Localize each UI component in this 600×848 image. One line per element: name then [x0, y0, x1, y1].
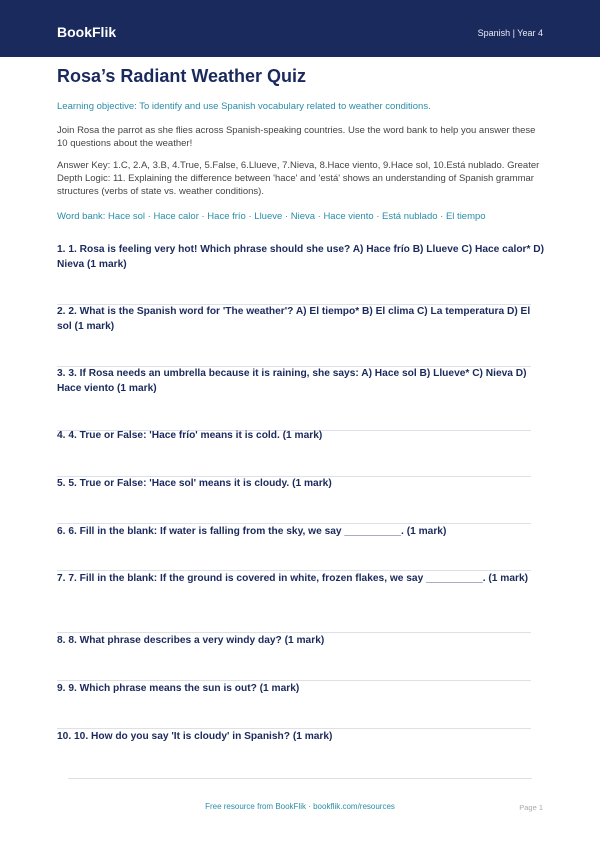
answer-key: Answer Key: 1.C, 2.A, 3.B, 4.True, 5.False, 6.Llueve, 7.Nieva, 8.Hace viento, 9.Hace sol, 10.Está nublado. Greater Depth Logic: 11. Explaining the difference between 'hace' and 'está' shows an understanding of Spanish grammar structures (verbs of state vs. weather conditions). — [57, 160, 540, 197]
question-10: 10. 10. How do you say 'It is cloudy' in Spanish? (1 mark) — [57, 731, 333, 742]
question-9: 9. 9. Which phrase means the sun is out? (1 mark) — [57, 683, 300, 694]
question-1: 1. 1. Rosa is feeling very hot! Which phrase should she use? A) Hace frío B) Llueve C) Hace calor* D) Nieva (1 mark) — [57, 244, 545, 270]
question-3: 3. 3. If Rosa needs an umbrella because it is raining, she says: A) Hace sol B) Llueve* C) Nieva D) Hace viento (1 mark) — [57, 368, 527, 394]
question-8: 8. 8. What phrase describes a very windy day? (1 mark) — [57, 635, 325, 646]
intro-text: Join Rosa the parrot as she flies across Spanish-speaking countries. Use the word bank to help you answer these 10 questions about the weather! — [57, 125, 536, 149]
footer-divider — [68, 778, 532, 779]
brand-logo[interactable]: BookFlik — [57, 24, 117, 40]
page-title: Rosa’s Radiant Weather Quiz — [57, 66, 307, 86]
subject-label: Spanish | Year 4 — [477, 28, 543, 38]
footer-link[interactable]: Free resource from BookFlik · bookflik.com/resources — [205, 802, 395, 811]
learning-objective: Learning objective: To identify and use Spanish vocabulary related to weather conditions. — [57, 101, 431, 112]
question-7: 7. 7. Fill in the blank: If the ground is covered in white, frozen flakes, we say __________. (1 mark) — [57, 573, 529, 584]
question-4: 4. 4. True or False: 'Hace frío' means it is cold. (1 mark) — [57, 430, 323, 441]
page-number: Page 1 — [519, 803, 543, 812]
word-bank: Word bank: Hace sol · Hace calor · Hace frío · Llueve · Nieva · Hace viento · Está nublado · El tiempo — [57, 211, 486, 222]
question-5: 5. 5. True or False: 'Hace sol' means it is cloudy. (1 mark) — [57, 478, 332, 489]
header-bar — [0, 0, 600, 57]
question-2: 2. 2. What is the Spanish word for 'The weather'? A) El tiempo* B) El clima C) La temperatura D) El sol (1 mark) — [57, 306, 531, 332]
question-6: 6. 6. Fill in the blank: If water is falling from the sky, we say __________. (1 mark) — [57, 526, 447, 537]
